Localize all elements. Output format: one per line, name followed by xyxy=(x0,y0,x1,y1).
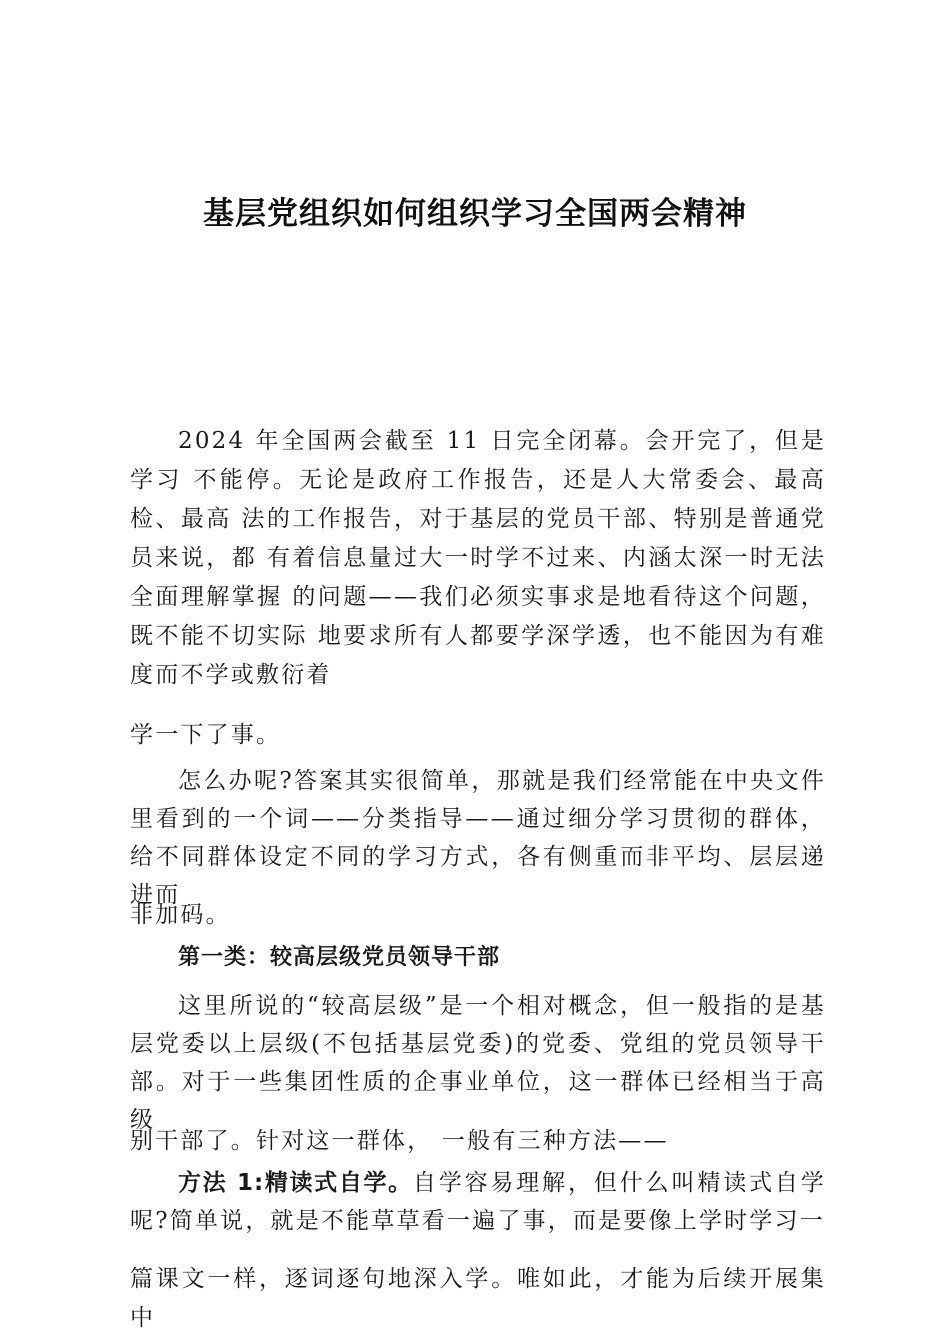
method-1-text: 自学容易理解，但什么叫精读式自学呢?简单说，就是不能草草看一遍了事，而是要像上学时学习一 xyxy=(130,1170,826,1234)
paragraph-method-1 xyxy=(130,1164,826,1240)
paragraph-how: 怎么办呢?答案其实很简单，那就是我们经常能在中央文件里看到的一个词——分类指导——通过细分学习贯彻的群体，给不同群体设定不同的学习方式，各有侧重而非平均、层层递进而 xyxy=(130,768,826,908)
paragraph-how-continued: 非加码。 xyxy=(130,902,231,928)
method-1-label: 方法 1:精读式自学。 xyxy=(178,1170,413,1196)
paragraph-method-1-continued: 篇课文一样，逐词逐句地深入学。唯如此，才能为后续开展集中 xyxy=(130,1266,826,1331)
paragraph-higher-level-continued: 别干部了。针对这一群体， 一般有三种方法—— xyxy=(130,1128,669,1154)
paragraph-intro-continued: 学一下了事。 xyxy=(130,722,282,748)
document-title: 基层党组织如何组织学习全国两会精神 xyxy=(203,196,747,232)
paragraph-higher-level: 这里所说的“较高层级”是一个相对概念，但一般指的是基层党委以上层级(不包括基层党委)的党委、党组的党员领导干部。对于一些集团性质的企事业单位，这一群体已经相当于高级 xyxy=(130,993,826,1133)
paragraph-intro: 2024 年全国两会截至 11 日完全闭幕。会开完了，但是学习 不能停。无论是政府工作报告，还是人大常委会、最高检、最高 法的工作报告，对于基层的党员干部、特别是普通党员来说，都 有着信息量过大一时学不过来、内涵太深一时无法全面理解掌握 的问题——我们必须实事求是地看待这个问题，既不能不切实际 地要求所有人都要学深学透，也不能因为有难度而不学或敷衍着 xyxy=(130,428,826,688)
section-heading-first-category: 第一类：较高层级党员领导干部 xyxy=(178,945,501,970)
